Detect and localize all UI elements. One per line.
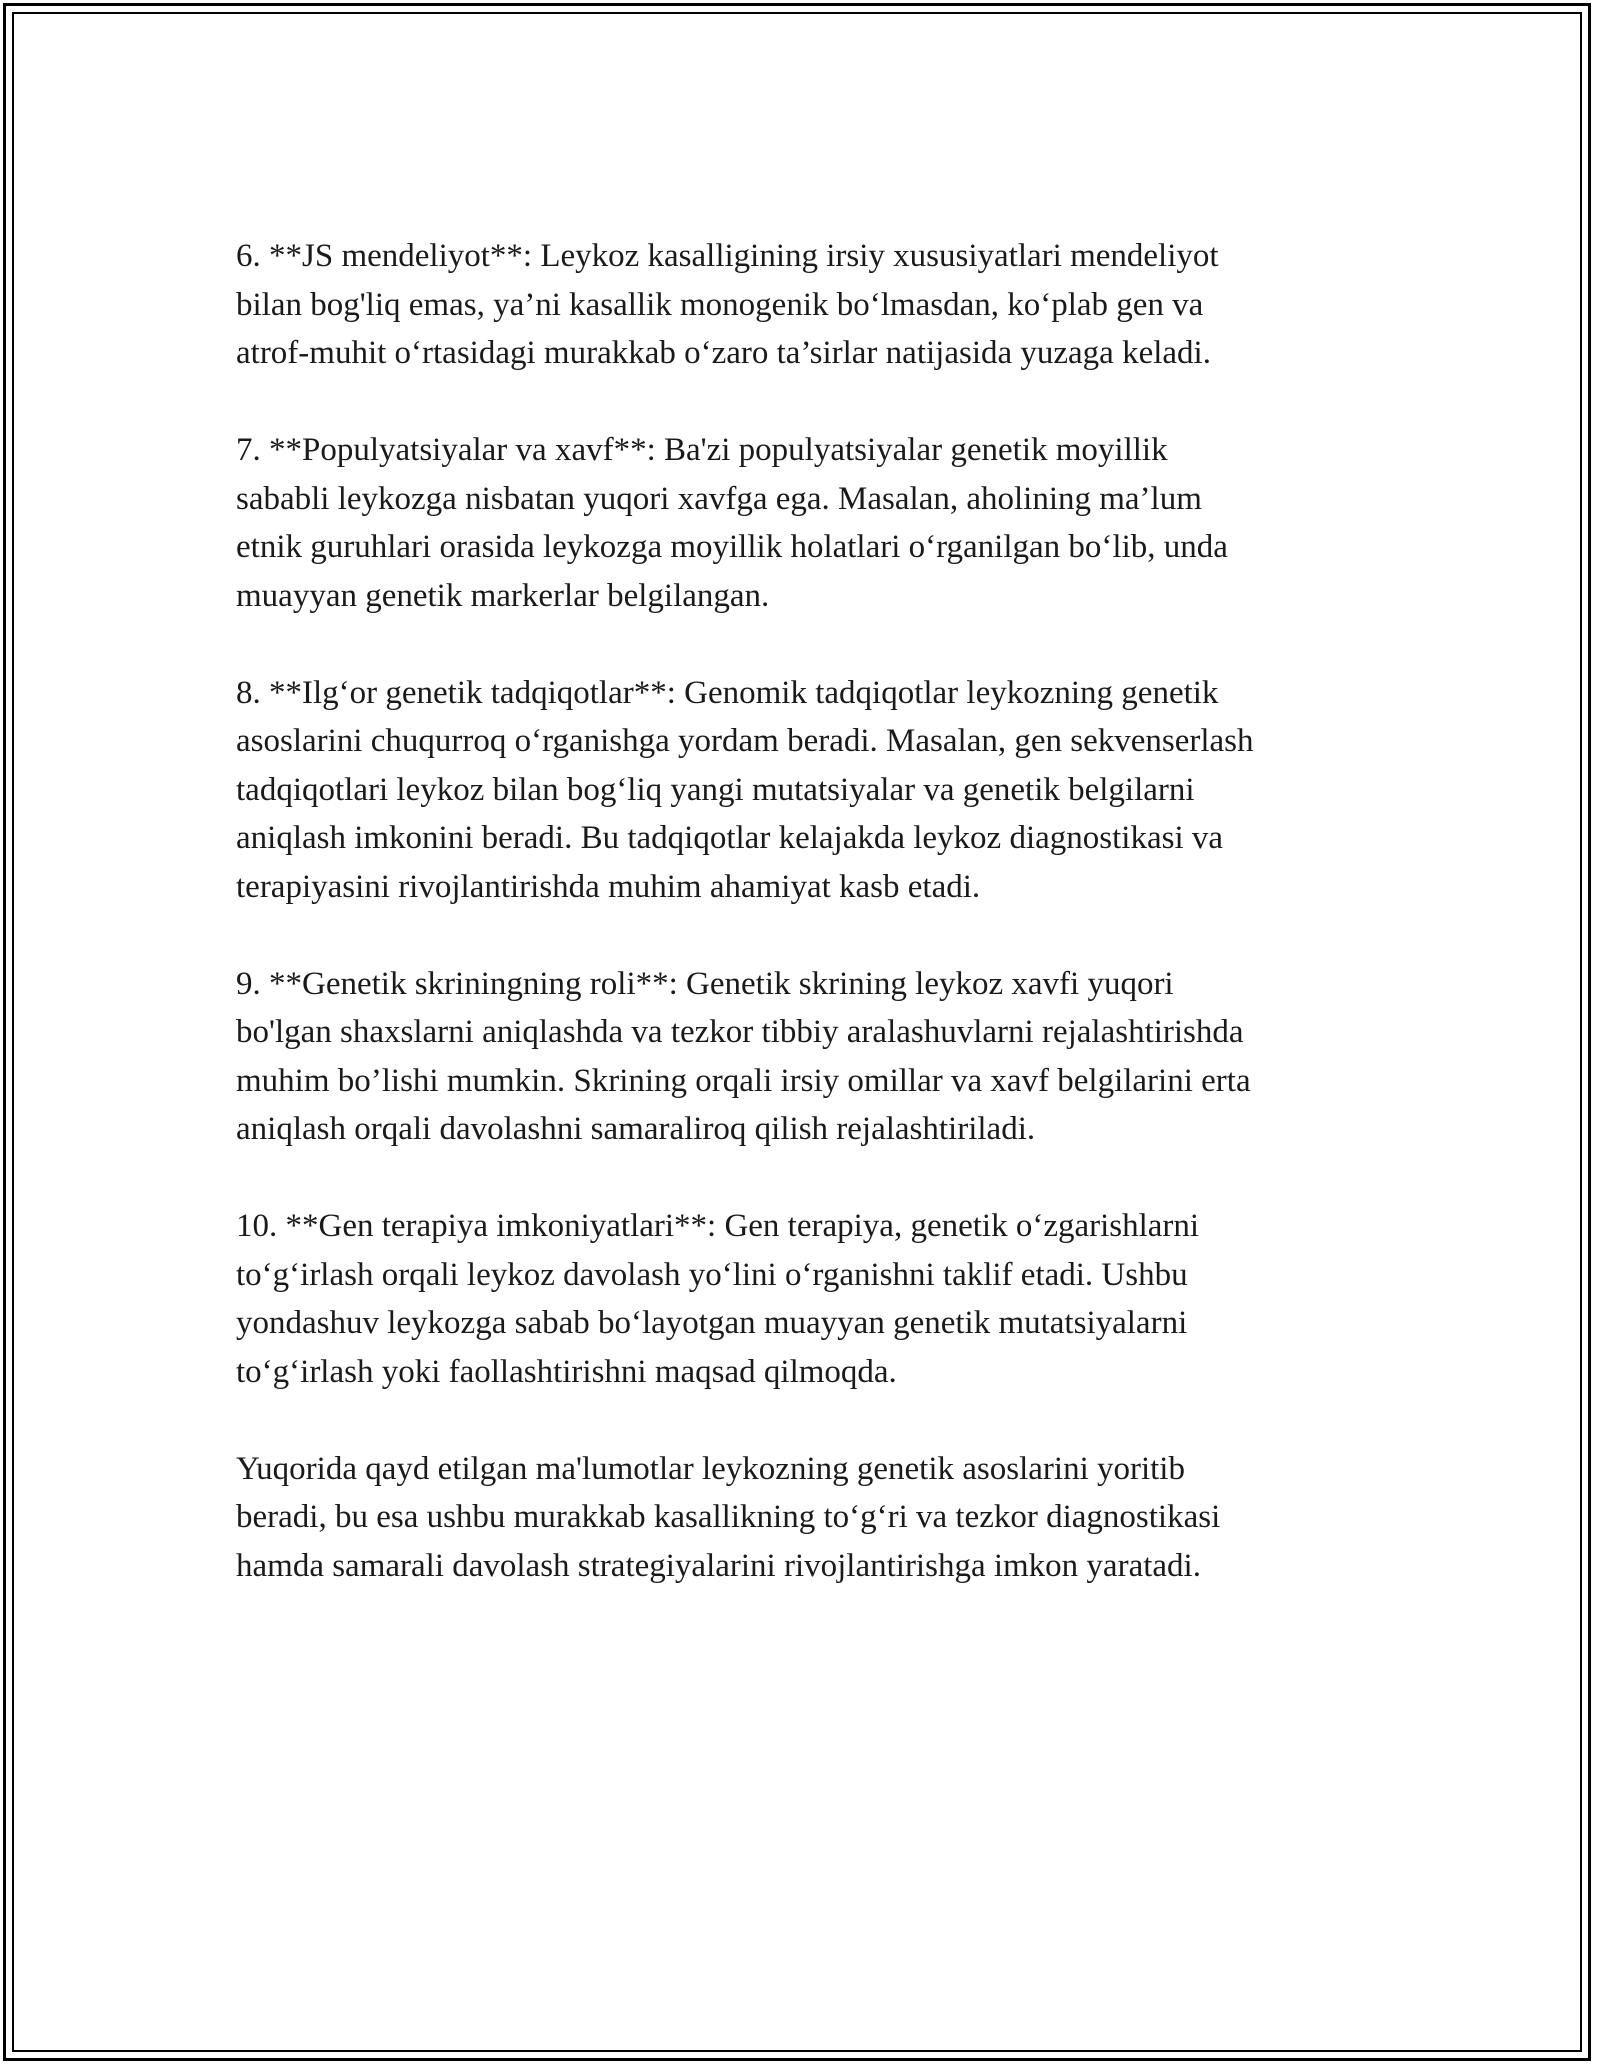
text-line: Yuqorida qayd etilgan ma'lumotlar leykozning genetik asoslarini yoritib <box>236 1450 1185 1487</box>
text-line: muayyan genetik markerlar belgilangan. <box>236 577 770 614</box>
text-line: 9. **Genetik skriningning roli**: Genetik skrining leykoz xavfi yuqori <box>236 965 1174 1002</box>
text-line: aniqlash orqali davolashni samaraliroq qilish rejalashtiriladi. <box>236 1111 1036 1147</box>
text-line: etnik guruhlari orasida leykozga moyillik holatlari o‘rganilgan bo‘lib, unda <box>236 529 1228 565</box>
text-line: muhim bo’lishi mumkin. Skrining orqali irsiy omillar va xavf belgilarini erta <box>236 1062 1251 1099</box>
text-line: hamda samarali davolash strategiyalarini rivojlantirishga imkon yaratadi. <box>236 1547 1201 1584</box>
paragraph-item-6 <box>236 232 1376 378</box>
document-body <box>236 232 1376 1639</box>
text-line: asoslarini chuqurroq o‘rganishga yordam beradi. Masalan, gen sekvenserlash <box>236 723 1254 759</box>
text-line: to‘g‘irlash orqali leykoz davolash yo‘lini o‘rganishni taklif etadi. Ushbu <box>236 1256 1188 1293</box>
text-line: to‘g‘irlash yoki faollashtirishni maqsad qilmoqda. <box>236 1353 897 1390</box>
text-line: bilan bog'liq emas, ya’ni kasallik monogenik bo‘lmasdan, ko‘plab gen va <box>236 286 1204 323</box>
paragraph-item-8 <box>236 669 1376 912</box>
text-line: bo'lgan shaxslarni aniqlashda va tezkor tibbiy aralashuvlarni rejalashtirishda <box>236 1014 1244 1050</box>
text-line: tadqiqotlari leykoz bilan bog‘liq yangi mutatsiyalar va genetik belgilarni <box>236 771 1195 808</box>
text-line: 8. **Ilg‘or genetik tadqiqotlar**: Genomik tadqiqotlar leykozning genetik <box>236 674 1219 711</box>
conclusion-paragraph <box>236 1445 1376 1591</box>
paragraph-item-10 <box>236 1202 1376 1396</box>
paragraph-item-7 <box>236 426 1376 620</box>
text-line: yondashuv leykozga sabab bo‘layotgan muayyan genetik mutatsiyalarni <box>236 1305 1188 1341</box>
text-line: beradi, bu esa ushbu murakkab kasallikning to‘g‘ri va tezkor diagnostikasi <box>236 1499 1221 1535</box>
text-line: sababli leykozga nisbatan yuqori xavfga ega. Masalan, aholining ma’lum <box>236 480 1202 517</box>
text-line: 7. **Populyatsiyalar va xavf**: Ba'zi populyatsiyalar genetik moyillik <box>236 432 1168 468</box>
text-line: atrof-muhit o‘rtasidagi murakkab o‘zaro ta’sirlar natijasida yuzaga keladi. <box>236 335 1211 371</box>
text-line: terapiyasini rivojlantirishda muhim ahamiyat kasb etadi. <box>236 868 981 905</box>
paragraph-item-9 <box>236 960 1376 1154</box>
text-line: 6. **JS mendeliyot**: Leykoz kasalligining irsiy xususiyatlari mendeliyot <box>236 238 1219 274</box>
text-line: 10. **Gen terapiya imkoniyatlari**: Gen terapiya, genetik o‘zgarishlarni <box>236 1208 1200 1244</box>
text-line: aniqlash imkonini beradi. Bu tadqiqotlar kelajakda leykoz diagnostikasi va <box>236 820 1224 856</box>
